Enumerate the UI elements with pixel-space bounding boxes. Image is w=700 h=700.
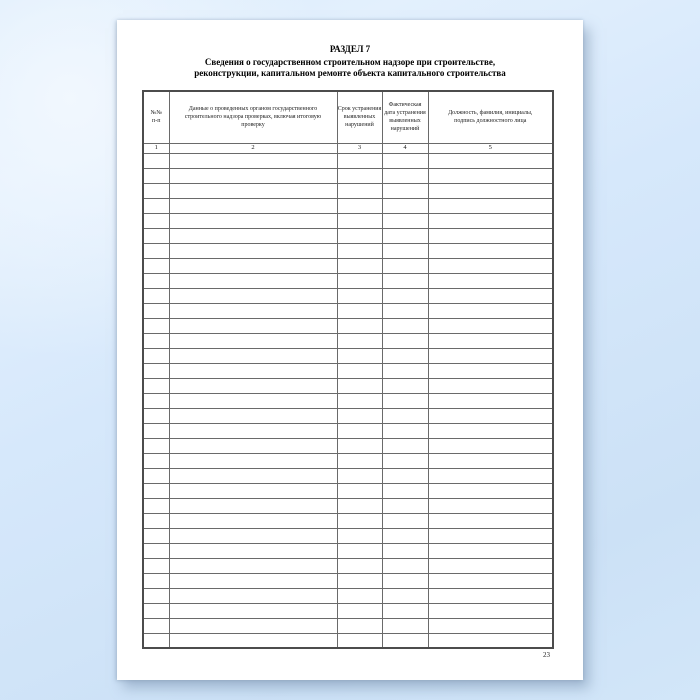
empty-row [143,618,553,633]
empty-cell-col3 [337,393,382,408]
empty-cell-col5 [428,303,553,318]
empty-cell-col2 [169,423,337,438]
empty-cell-col5 [428,528,553,543]
empty-row [143,603,553,618]
empty-cell-col2 [169,603,337,618]
empty-row [143,528,553,543]
empty-cell-col5 [428,213,553,228]
empty-cell-col2 [169,243,337,258]
empty-cell-col1 [143,588,169,603]
empty-cell-col4 [382,213,428,228]
empty-cell-col4 [382,378,428,393]
col1-header-line-2: п-п [152,118,161,125]
empty-row [143,258,553,273]
empty-cell-col3 [337,423,382,438]
empty-cell-col5 [428,288,553,303]
empty-row [143,333,553,348]
empty-cell-col3 [337,273,382,288]
empty-cell-col5 [428,468,553,483]
empty-cell-col1 [143,513,169,528]
empty-cell-col1 [143,213,169,228]
empty-cell-col2 [169,528,337,543]
empty-cell-col5 [428,243,553,258]
empty-cell-col3 [337,618,382,633]
empty-cell-col2 [169,543,337,558]
empty-row [143,453,553,468]
empty-cell-col4 [382,198,428,213]
empty-cell-col4 [382,303,428,318]
empty-row [143,438,553,453]
empty-cell-col1 [143,618,169,633]
empty-cell-col1 [143,243,169,258]
empty-row [143,573,553,588]
empty-cell-col4 [382,408,428,423]
empty-cell-col3 [337,213,382,228]
empty-cell-col3 [337,498,382,513]
empty-cell-col3 [337,468,382,483]
empty-row [143,303,553,318]
empty-row [143,633,553,648]
empty-cell-col1 [143,183,169,198]
empty-cell-col2 [169,258,337,273]
column-number-2: 2 [169,143,337,153]
empty-cell-col5 [428,558,553,573]
empty-row [143,483,553,498]
empty-cell-col3 [337,558,382,573]
empty-cell-col4 [382,558,428,573]
empty-cell-col4 [382,228,428,243]
column-number-4: 4 [382,143,428,153]
empty-cell-col3 [337,303,382,318]
empty-cell-col4 [382,183,428,198]
empty-cell-col5 [428,333,553,348]
empty-cell-col1 [143,423,169,438]
empty-cell-col5 [428,378,553,393]
empty-cell-col3 [337,543,382,558]
empty-cell-col5 [428,633,553,648]
empty-cell-col1 [143,168,169,183]
empty-row [143,543,553,558]
section-title: РАЗДЕЛ 7 [329,44,371,54]
section-subtitle-line-2: реконструкции, капитальном ремонте объекта капитального строительства [194,67,506,78]
column-number-3: 3 [337,143,382,153]
empty-cell-col1 [143,408,169,423]
empty-cell-col5 [428,483,553,498]
empty-row [143,273,553,288]
empty-cell-col5 [428,618,553,633]
empty-cell-col3 [337,153,382,168]
empty-cell-col2 [169,438,337,453]
empty-cell-col5 [428,513,553,528]
empty-cell-col4 [382,423,428,438]
empty-cell-col3 [337,378,382,393]
empty-cell-col4 [382,348,428,363]
page-number: 23 [543,651,550,659]
empty-cell-col4 [382,258,428,273]
empty-cell-col4 [382,483,428,498]
empty-cell-col4 [382,453,428,468]
empty-cell-col1 [143,363,169,378]
empty-row [143,213,553,228]
empty-cell-col2 [169,183,337,198]
empty-cell-col1 [143,468,169,483]
empty-cell-col1 [143,288,169,303]
empty-cell-col4 [382,288,428,303]
empty-cell-col4 [382,573,428,588]
empty-cell-col2 [169,273,337,288]
empty-cell-col3 [337,348,382,363]
empty-cell-col4 [382,393,428,408]
empty-cell-col1 [143,528,169,543]
col3-header-cell: Срок устранения выявленных нарушений [337,91,382,143]
empty-cell-col5 [428,198,553,213]
table-head [143,91,553,153]
empty-cell-col4 [382,588,428,603]
empty-cell-col1 [143,633,169,648]
empty-cell-col2 [169,168,337,183]
empty-cell-col2 [169,288,337,303]
empty-cell-col2 [169,588,337,603]
empty-cell-col3 [337,483,382,498]
empty-cell-col5 [428,438,553,453]
empty-cell-col3 [337,438,382,453]
empty-cell-col1 [143,228,169,243]
empty-cell-col4 [382,363,428,378]
empty-row [143,498,553,513]
empty-cell-col2 [169,453,337,468]
empty-cell-col2 [169,213,337,228]
empty-cell-col2 [169,393,337,408]
empty-cell-col1 [143,558,169,573]
empty-cell-col1 [143,348,169,363]
empty-row [143,393,553,408]
empty-cell-col3 [337,588,382,603]
empty-cell-col3 [337,243,382,258]
empty-row [143,198,553,213]
empty-cell-col5 [428,183,553,198]
empty-cell-col5 [428,543,553,558]
empty-cell-col1 [143,198,169,213]
empty-cell-col3 [337,288,382,303]
empty-cell-col5 [428,408,553,423]
empty-cell-col1 [143,393,169,408]
empty-cell-col1 [143,318,169,333]
empty-row [143,228,553,243]
empty-row [143,468,553,483]
empty-cell-col3 [337,633,382,648]
empty-cell-col2 [169,333,337,348]
empty-cell-col2 [169,303,337,318]
empty-cell-col1 [143,498,169,513]
empty-cell-col3 [337,603,382,618]
document-page [117,20,583,680]
empty-cell-col4 [382,528,428,543]
empty-cell-col1 [143,258,169,273]
empty-cell-col2 [169,483,337,498]
empty-cell-col4 [382,243,428,258]
empty-cell-col2 [169,633,337,648]
empty-cell-col4 [382,333,428,348]
empty-cell-col2 [169,318,337,333]
empty-cell-col3 [337,333,382,348]
empty-row [143,408,553,423]
empty-cell-col1 [143,333,169,348]
empty-cell-col2 [169,363,337,378]
empty-row [143,513,553,528]
empty-cell-col5 [428,588,553,603]
empty-cell-col1 [143,153,169,168]
empty-cell-col3 [337,363,382,378]
col2-header-cell: Данные о проведенных органом государственного строительного надзора проверках, включая итоговую проверку [169,91,337,143]
empty-cell-col4 [382,498,428,513]
empty-cell-col3 [337,183,382,198]
empty-cell-col4 [382,468,428,483]
empty-cell-col3 [337,198,382,213]
empty-cell-col4 [382,153,428,168]
col5-header-cell: Должность, фамилия, инициалы, подпись должностного лица [428,91,553,143]
empty-cell-col2 [169,513,337,528]
empty-cell-col2 [169,348,337,363]
empty-cell-col5 [428,423,553,438]
col1-header-line-1: №№ [150,110,162,117]
empty-cell-col3 [337,318,382,333]
empty-cell-col1 [143,378,169,393]
empty-cell-col5 [428,228,553,243]
column-number-5: 5 [428,143,553,153]
empty-cell-col3 [337,573,382,588]
col1-header-cell [143,91,169,143]
section-subtitle-line-1: Сведения о государственном строительном надзоре при строительстве, [204,57,496,67]
empty-cell-col1 [143,543,169,558]
empty-cell-col4 [382,543,428,558]
col4-header-cell: Фактическая дата устранения выявленных нарушений [382,91,428,143]
empty-cell-col2 [169,618,337,633]
empty-cell-col4 [382,318,428,333]
empty-row [143,243,553,258]
section-header [117,44,583,78]
empty-cell-col4 [382,438,428,453]
empty-cell-col3 [337,453,382,468]
table-body [143,153,553,648]
empty-row [143,288,553,303]
empty-cell-col2 [169,153,337,168]
empty-row [143,588,553,603]
empty-cell-col2 [169,378,337,393]
empty-cell-col2 [169,468,337,483]
empty-cell-col5 [428,573,553,588]
empty-row [143,168,553,183]
empty-cell-col5 [428,393,553,408]
empty-cell-col2 [169,558,337,573]
empty-row [143,318,553,333]
empty-row [143,558,553,573]
empty-row [143,348,553,363]
empty-row [143,153,553,168]
empty-cell-col5 [428,273,553,288]
empty-cell-col4 [382,513,428,528]
empty-cell-col1 [143,438,169,453]
empty-cell-col5 [428,168,553,183]
empty-cell-col3 [337,528,382,543]
empty-cell-col2 [169,408,337,423]
empty-cell-col5 [428,603,553,618]
empty-cell-col1 [143,483,169,498]
empty-cell-col4 [382,618,428,633]
empty-cell-col5 [428,318,553,333]
empty-cell-col2 [169,573,337,588]
empty-cell-col5 [428,153,553,168]
empty-cell-col5 [428,348,553,363]
empty-cell-col5 [428,363,553,378]
table-header-row [143,91,553,143]
empty-cell-col4 [382,168,428,183]
empty-cell-col3 [337,228,382,243]
empty-row [143,378,553,393]
column-number-row [143,143,553,153]
empty-cell-col1 [143,273,169,288]
empty-cell-col3 [337,513,382,528]
empty-cell-col2 [169,228,337,243]
empty-cell-col3 [337,258,382,273]
empty-row [143,363,553,378]
empty-cell-col5 [428,258,553,273]
column-number-1: 1 [143,143,169,153]
empty-row [143,423,553,438]
empty-cell-col4 [382,603,428,618]
empty-cell-col1 [143,303,169,318]
empty-cell-col3 [337,408,382,423]
empty-cell-col5 [428,498,553,513]
empty-cell-col5 [428,453,553,468]
empty-cell-col4 [382,633,428,648]
empty-cell-col2 [169,498,337,513]
empty-cell-col1 [143,603,169,618]
empty-cell-col3 [337,168,382,183]
empty-cell-col1 [143,573,169,588]
empty-cell-col1 [143,453,169,468]
empty-cell-col2 [169,198,337,213]
supervision-table [142,90,554,649]
empty-cell-col4 [382,273,428,288]
empty-row [143,183,553,198]
